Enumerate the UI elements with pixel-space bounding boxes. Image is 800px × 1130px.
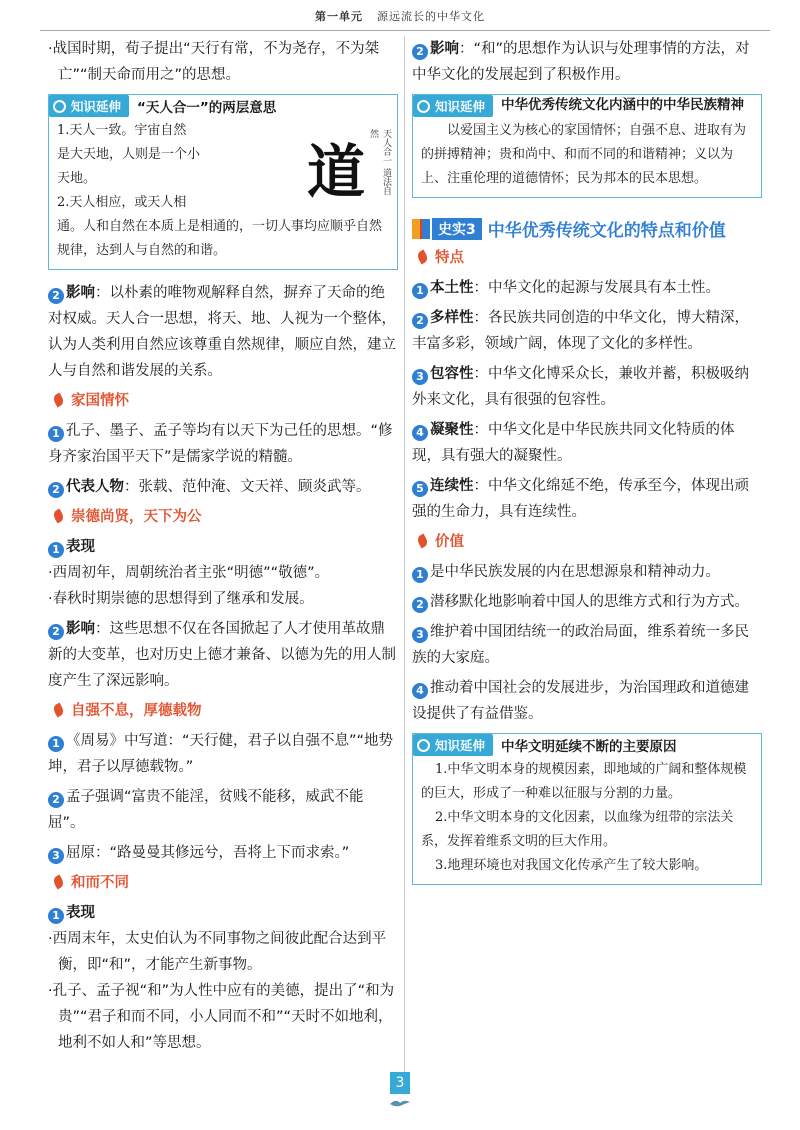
column-divider (404, 36, 405, 1076)
knowledge-title: 中华优秀传统文化内涵中的中华民族精神 (501, 97, 745, 113)
number-badge: 1 (412, 567, 428, 583)
knowledge-box-head (413, 734, 761, 756)
header-rule (40, 30, 770, 31)
number-badge: 2 (48, 624, 64, 640)
bird-icon (388, 1098, 412, 1108)
number-badge: 4 (412, 425, 428, 441)
leaf-icon (416, 250, 430, 265)
leaf-icon (52, 509, 66, 524)
ext-item: 2.中华文明本身的文化因素，以血缘为纽带的宗法关系，发挥着维系文明的巨大作用。 (421, 810, 734, 849)
right-column (412, 36, 762, 885)
calligraphy-char: 道 (307, 138, 366, 206)
jiazhi-item-1: 1 是中华民族发展的内在思想源泉和精神动力。 (412, 559, 762, 585)
page-number: 3 (390, 1072, 410, 1094)
jiazhi-item-3: 3 维护着中国团结统一的政治局面，维系着统一多民族的大家庭。 (412, 624, 749, 666)
tedian-item-2: 2 多样性：各民族共同创造的中华文化，博大精深，丰富多彩，领域广阔，体现了文化的多样性。 (412, 310, 749, 352)
leaf-icon (52, 875, 66, 890)
section-jiaguo: 家国情怀 (48, 388, 398, 414)
knowledge-title: 中华文明延续不断的主要原因 (501, 739, 677, 755)
number-badge: 3 (412, 627, 428, 643)
knowledge-title: “天人合一”的两层意思 (137, 100, 277, 116)
chongde-bullet-2: ·春秋时期崇德的思想得到了继承和发展。 (48, 591, 314, 607)
knowledge-tag: 知识延伸 (413, 95, 493, 117)
leaf-icon (52, 703, 66, 718)
number-badge: 4 (412, 683, 428, 699)
knowledge-box-spirit (412, 94, 762, 198)
left-column (48, 36, 398, 1056)
history-fact-heading (412, 216, 762, 241)
ext-line: 天地。 (57, 171, 97, 186)
chongde-bullet-1: ·西周初年，周朝统治者主张“明德”“敬德”。 (48, 565, 330, 581)
section-ziqiang: 自强不息，厚德载物 (48, 698, 398, 724)
he-bullet-2: ·孔子、孟子视“和”为人性中应有的美德，提出了“和为贵”“君子和而不同，小人同而不和”“天时不如地利，地利不如人和”等思想。 (48, 983, 395, 1051)
knowledge-box-tianren (48, 94, 398, 270)
knowledge-box-civilization (412, 733, 762, 885)
tedian-item-3: 3 包容性：中华文化博采众长，兼收并蓄，积极吸纳外来文化，具有很强的包容性。 (412, 366, 749, 408)
knowledge-box-head (49, 95, 397, 117)
number-badge: 5 (412, 481, 428, 497)
clock-icon (417, 739, 430, 752)
section-tedian: 特点 (412, 245, 762, 271)
he-bullet-1: ·西周末年，太史伯认为不同事物之间彼此配合达到平衡，即“和”，才能产生新事物。 (48, 931, 387, 973)
number-badge: 2 (412, 44, 428, 60)
knowledge-tag: 知识延伸 (413, 734, 493, 756)
ziqiang-item-3: 3 屈原：“路曼曼其修远兮，吾将上下而求索。” (48, 840, 398, 866)
intro-bullet: ·战国时期，荀子提出“天行有常，不为尧存，不为桀亡”“制天命而用之”的思想。 (48, 41, 380, 83)
number-badge: 3 (412, 369, 428, 385)
ext-line: 通。人和自然在本质上是相通的，一切人事均应顺乎自然规律，达到人与自然的和谐。 (57, 219, 383, 258)
calligraphy-note: 天人合一 道法自然 (368, 129, 391, 195)
calligraphy-image (303, 125, 393, 205)
number-badge: 1 (48, 736, 64, 752)
history-fact-tag: 史实3 (432, 218, 482, 240)
number-badge: 1 (48, 908, 64, 924)
number-badge: 2 (412, 313, 428, 329)
influence-para: 2 影响：以朴素的唯物观解释自然，摒弃了天命的绝对权威。天人合一思想，将天、地、人视为一个整体，认为人类利用自然应该尊重自然规律，顺应自然，建立人与自然和谐发展的关系。 (48, 285, 396, 379)
jiazhi-item-4: 4 推动着中国社会的发展进步，为治国理政和道德建设提供了有益借鉴。 (412, 680, 749, 722)
leaf-icon (52, 393, 66, 408)
jiaguo-item-2: 2 代表人物：张载、范仲淹、文天祥、顾炎武等。 (48, 474, 398, 500)
jiazhi-item-2: 2 潜移默化地影响着中国人的思维方式和行为方式。 (412, 589, 762, 615)
tedian-item-4: 4 凝聚性：中华文化是中华民族共同文化特质的体现，具有强大的凝聚性。 (412, 422, 735, 464)
jiaguo-item-1: 1 孔子、墨子、孟子等均有以天下为己任的思想。“修身齐家治国平天下”是儒家学说的精髓。 (48, 423, 393, 465)
book-icon (412, 219, 430, 239)
number-badge: 1 (48, 426, 64, 442)
ext-item: 3.地理环境也对我国文化传承产生了较大影响。 (435, 858, 708, 873)
knowledge-body (413, 756, 761, 884)
knowledge-tag: 知识延伸 (49, 95, 129, 117)
tedian-item-1: 1 本土性：中华文化的起源与发展具有本土性。 (412, 275, 762, 301)
unit-title: 源远流长的中华文化 (377, 10, 485, 23)
number-badge: 3 (48, 848, 64, 864)
ext-line: 2.天人相应，或天人相 (57, 195, 187, 210)
number-badge: 2 (48, 288, 64, 304)
ziqiang-item-1: 1 《周易》中写道：“天行健，君子以自强不息”“地势坤，君子以厚德载物。” (48, 733, 394, 775)
ext-line: 是大天地，人则是一个小 (57, 147, 201, 162)
history-fact-title: 中华优秀传统文化的特点和价值 (487, 221, 726, 241)
number-badge: 2 (412, 597, 428, 613)
tedian-item-5: 5 连续性：中华文化绵延不绝，传承至今，体现出顽强的生命力，具有连续性。 (412, 478, 749, 520)
knowledge-box-head (413, 95, 761, 117)
clock-icon (417, 100, 430, 113)
chongde-item-1: 1 表现 (48, 534, 398, 560)
he-item-1: 1 表现 (48, 900, 398, 926)
number-badge: 2 (48, 482, 64, 498)
unit-label: 第一单元 (315, 10, 363, 23)
leaf-icon (416, 534, 430, 549)
number-badge: 1 (48, 542, 64, 558)
section-he: 和而不同 (48, 870, 398, 896)
section-jiazhi: 价值 (412, 529, 762, 555)
running-header (0, 8, 800, 24)
he-influence: 2 影响：“和”的思想作为认识与处理事情的方法，对中华文化的发展起到了积极作用。 (412, 41, 750, 83)
ext-item: 1.中华文明本身的规模因素，即地域的广阔和整体规模的巨大，形成了一种难以征服与分割的力量。 (421, 762, 747, 801)
chongde-item-2: 2 影响：这些思想不仅在各国掀起了人才使用革故鼎新的大变革，也对历史上德才兼备、以德为先的用人制度产生了深远影响。 (48, 621, 396, 689)
clock-icon (53, 100, 66, 113)
ziqiang-item-2: 2 孟子强调“富贵不能淫，贫贱不能移，威武不能屈”。 (48, 789, 364, 831)
section-chongde: 崇德尚贤，天下为公 (48, 504, 398, 530)
number-badge: 1 (412, 283, 428, 299)
ext-line: 1.天人一致。宇宙自然 (57, 123, 187, 138)
knowledge-body: 以爱国主义为核心的家国情怀；自强不息、进取有为的拼搏精神；贵和尚中、和而不同的和谐精神；义以为上、注重伦理的道德情怀；民为邦本的民本思想。 (421, 123, 747, 186)
number-badge: 2 (48, 792, 64, 808)
